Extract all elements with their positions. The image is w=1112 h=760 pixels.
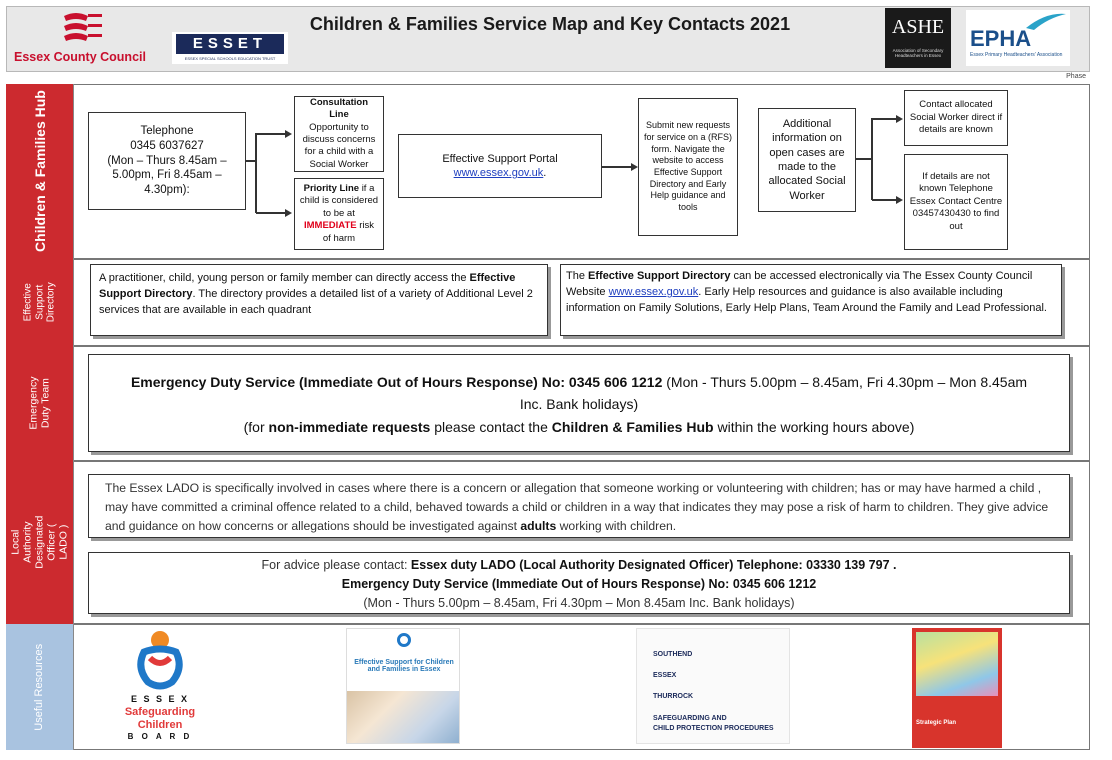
esd-left-text-a: A practitioner, child, young person or family member can directly access the bbox=[99, 272, 467, 284]
strategic-plan-artwork bbox=[916, 632, 998, 696]
arrow-head-submit bbox=[631, 163, 638, 171]
priority-line-immediate: IMMEDIATE bbox=[303, 220, 357, 232]
edt-line-3-a: (for bbox=[243, 418, 265, 435]
esd-left-bold: Effective Support Directory bbox=[99, 272, 516, 300]
priority-line-content bbox=[299, 183, 379, 245]
lado-contact-a: For advice please contact: bbox=[261, 558, 408, 572]
esd-right-text-a: The bbox=[566, 270, 585, 282]
consultation-line-text: Opportunity to discuss concerns for a child with a Social Worker bbox=[302, 121, 376, 170]
submit-rfs-text: Submit new requests for service on a (RFS) form. Navigate the website to access Effective Support Directory and Early Help guidance and tools bbox=[643, 120, 733, 213]
additional-connector bbox=[856, 158, 872, 160]
lado-contact-line-1 bbox=[93, 556, 1065, 575]
arrow-to-contact-allocated bbox=[872, 118, 896, 120]
arrow-head-priority bbox=[285, 209, 292, 217]
priority-line-text-b: risk of harm bbox=[322, 220, 375, 244]
if-not-known-text: If details are not known Telephone Essex Contact Centre 03457430430 to find out bbox=[909, 171, 1003, 232]
strategic-plan-cover[interactable] bbox=[912, 628, 1002, 748]
lado-para-a: The Essex LADO is specifically involved in cases where there is a concern or allegation that someone working or volunteering with children; has or may have harmed a child , may have committed a criminal offence related to a child, behaved towards a child or children in a way that indicates they may pose a risk of harm to children. They give advice and guidance on how concerns or allegations should be investigated against bbox=[105, 481, 1049, 533]
lado-description-panel bbox=[88, 474, 1070, 538]
esd-right-bold: Effective Support Directory bbox=[588, 270, 731, 282]
epha-logo-text: EPHA bbox=[970, 26, 1032, 51]
consultation-line-title: Consultation Line bbox=[309, 96, 369, 121]
lado-para-b: working with children. bbox=[559, 518, 677, 533]
edt-line-2: Inc. Bank holidays) bbox=[519, 396, 639, 413]
esd-doc-title: Effective Support for Children and Families in Essex bbox=[354, 659, 454, 673]
priority-line-text-a: if a child is considered to be at bbox=[299, 183, 379, 219]
page-title: Children & Families Service Map and Key Contacts 2021 bbox=[309, 14, 791, 34]
esd-side-label bbox=[6, 259, 74, 346]
telephone-label: Telephone bbox=[140, 124, 194, 137]
telephone-number: 0345 6037627 bbox=[130, 139, 204, 152]
arrow-to-priority bbox=[256, 212, 286, 214]
arrow-to-if-not-known bbox=[872, 199, 896, 201]
if-not-known-box bbox=[904, 154, 1008, 250]
lado-side-label bbox=[6, 461, 74, 624]
phase-label: Phase bbox=[1066, 73, 1086, 80]
lado-contact-line-3: (Mon - Thurs 5.00pm – 8.45am, Fri 4.30pm – Mon 8.45am Inc. Bank holidays) bbox=[363, 595, 795, 610]
edt-line-1-bold: Emergency Duty Service (Immediate Out of Hours Response) No: 0345 606 1212 bbox=[130, 374, 663, 390]
arrow-to-consultation bbox=[256, 133, 286, 135]
telephone-branch-vertical bbox=[255, 133, 257, 213]
esset-logo-text: ESSET bbox=[176, 34, 284, 54]
portal-link-line bbox=[403, 166, 597, 180]
hub-side-label bbox=[6, 84, 74, 259]
epha-logo bbox=[966, 10, 1070, 66]
priority-line-box bbox=[294, 178, 384, 250]
edt-side-label bbox=[6, 346, 74, 461]
arrow-head-if-not-known bbox=[896, 196, 903, 204]
set-text-2: ESSEX bbox=[653, 672, 677, 679]
set-text-3: THURROCK bbox=[653, 693, 694, 700]
seaxes-icon bbox=[12, 10, 160, 50]
esd-left-panel bbox=[90, 264, 548, 336]
esd-right-text-c: . Early Help resources and guidance is also available including information on Family Solutions, Early Help Plans, Team Around the Family and Lead Professional. bbox=[566, 285, 1047, 314]
arrow-head-contact-allocated bbox=[896, 115, 903, 123]
telephone-box bbox=[88, 112, 246, 210]
strategic-plan-title: Strategic Plan bbox=[916, 720, 957, 726]
esd-doc-logo-icon bbox=[397, 633, 411, 647]
resources-side-label bbox=[6, 624, 74, 750]
essex-cc-logo-text: Essex County Council bbox=[14, 50, 146, 64]
essex-county-council-logo bbox=[12, 10, 160, 68]
escb-text-2: Safeguarding bbox=[124, 706, 196, 718]
lado-para-bold: adults bbox=[520, 518, 557, 533]
escb-logo[interactable] bbox=[114, 628, 206, 744]
edt-line-3-b: please contact the bbox=[434, 418, 548, 435]
portal-link-dot: . bbox=[543, 167, 547, 179]
esset-logo bbox=[172, 32, 288, 64]
escb-text-3: Children bbox=[137, 719, 183, 731]
hub-side-label-text: Children & Families Hub bbox=[31, 90, 48, 253]
lado-contact-line-2: Emergency Duty Service (Immediate Out of Hours Response) No: 0345 606 1212 bbox=[341, 576, 817, 591]
esd-left-text-b: . The directory provides a detailed list of a variety of Additional Level 2 services that are available in each quadrant bbox=[99, 287, 533, 316]
additional-info-text: Additional information on open cases are made to the allocated Social Worker bbox=[768, 118, 846, 202]
additional-branch-vertical bbox=[871, 118, 873, 200]
esd-right-panel bbox=[560, 264, 1062, 336]
epha-logo-subtitle: Essex Primary Headteachers' Association bbox=[970, 52, 1063, 58]
set-text-5: CHILD PROTECTION PROCEDURES bbox=[653, 725, 774, 732]
ashe-logo-text: ASHE bbox=[891, 16, 945, 38]
edt-line-3-bold-1: non-immediate requests bbox=[268, 418, 431, 435]
edt-line-1-rest: (Mon - Thurs 5.00pm – 8.45am, Fri 4.30pm – Mon 8.45am bbox=[666, 374, 1028, 390]
set-procedures-cover[interactable] bbox=[636, 628, 790, 744]
edt-line-1 bbox=[93, 371, 1065, 393]
escb-text-1: E S S E X bbox=[130, 694, 190, 704]
ashe-logo-subtitle: Association of Secondary Headteachers in Essex bbox=[892, 48, 944, 59]
lado-contact-bold: Essex duty LADO (Local Authority Designated Officer) Telephone: 03330 139 797 . bbox=[410, 558, 897, 572]
lado-contact-panel bbox=[88, 552, 1070, 614]
escb-text-4: B O A R D bbox=[127, 732, 193, 741]
edt-side-label-text: Emergency Duty Team bbox=[27, 376, 52, 431]
set-text-4: SAFEGUARDING AND bbox=[653, 715, 727, 722]
edt-line-3-c: within the working hours above) bbox=[717, 418, 915, 435]
consultation-line-box bbox=[294, 96, 384, 172]
esd-side-label-text: Effective Support Directory bbox=[22, 282, 57, 323]
submit-rfs-box bbox=[638, 98, 738, 236]
priority-line-title: Priority Line bbox=[303, 183, 360, 195]
arrow-portal-to-submit bbox=[602, 166, 632, 168]
portal-link[interactable]: www.essex.gov.uk bbox=[453, 167, 544, 179]
effective-support-portal-box bbox=[398, 134, 602, 198]
resources-side-label-text: Useful Resources bbox=[33, 643, 46, 731]
edt-panel bbox=[88, 354, 1070, 452]
additional-info-box bbox=[758, 108, 856, 212]
contact-allocated-box bbox=[904, 90, 1008, 146]
contact-allocated-text: Contact allocated Social Worker direct if details are known bbox=[909, 99, 1003, 136]
esd-document-cover[interactable] bbox=[346, 628, 460, 744]
edt-line-3-bold-2: Children & Families Hub bbox=[551, 418, 714, 435]
escb-figure-icon bbox=[114, 628, 206, 692]
esd-right-link[interactable]: www.essex.gov.uk bbox=[608, 285, 699, 298]
telephone-hours: (Mon – Thurs 8.45am – 5.00pm, Fri 8.45am – 4.30pm): bbox=[107, 154, 227, 197]
ashe-logo bbox=[885, 8, 951, 68]
portal-title: Effective Support Portal bbox=[442, 152, 558, 165]
lado-side-label-text: Local Authority Designated Officer ( LADO ) bbox=[9, 515, 70, 570]
set-text-1: SOUTHEND bbox=[653, 651, 693, 658]
esd-right-text-b: can be accessed electronically via The Essex County Council Website bbox=[566, 270, 1033, 298]
edt-line-3 bbox=[93, 416, 1065, 438]
esd-doc-photo bbox=[347, 691, 459, 743]
esset-logo-subtitle: ESSEX SPECIAL SCHOOLS EDUCATION TRUST bbox=[184, 56, 276, 61]
arrow-head-consultation bbox=[285, 130, 292, 138]
